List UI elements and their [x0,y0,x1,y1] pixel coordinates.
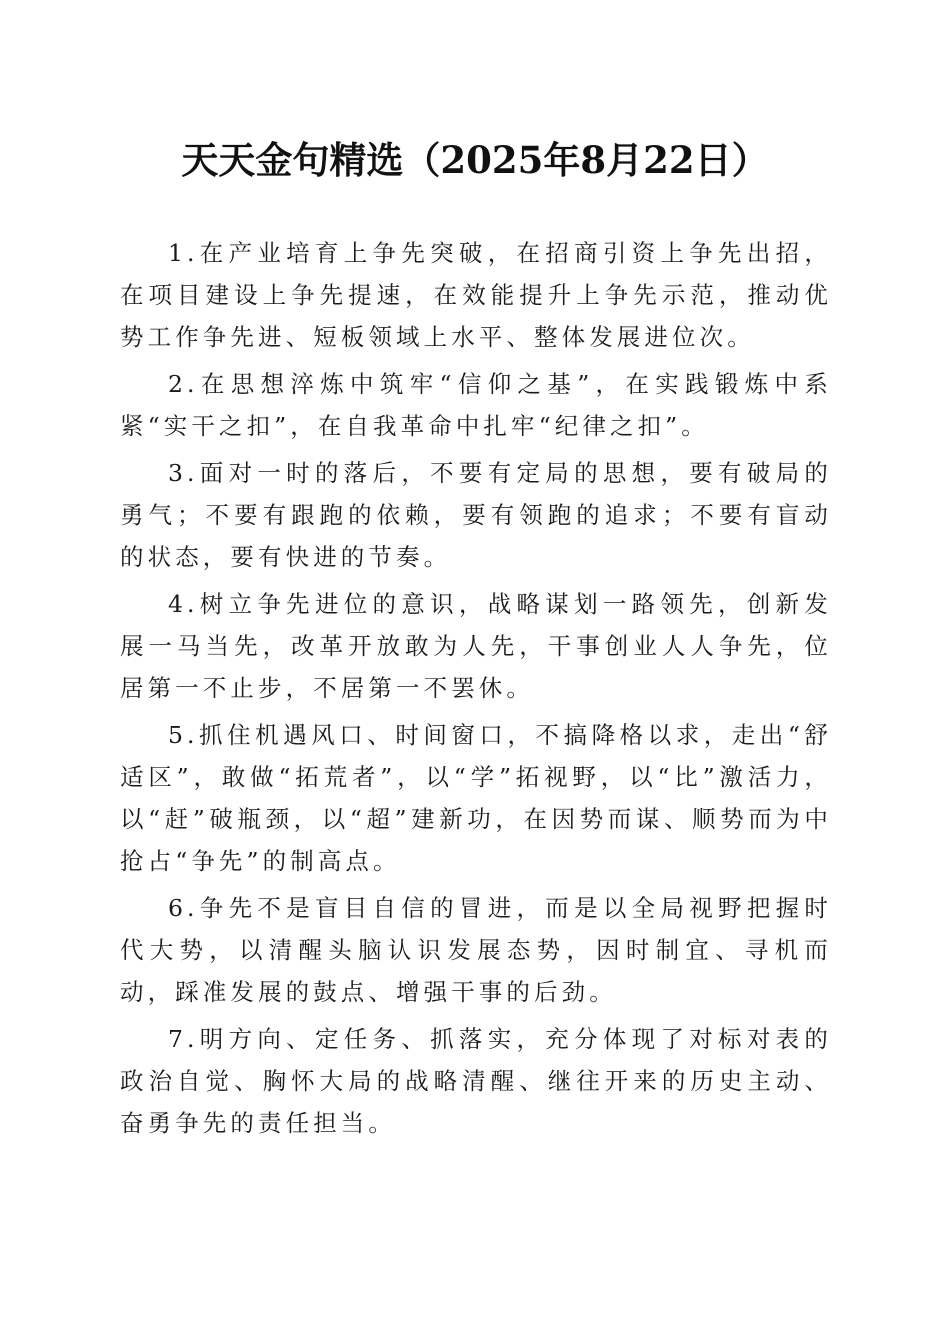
page-title: 天天金句精选（2025年8月22日） [181,138,769,182]
paragraph-6: 6.争先不是盲目自信的冒进，而是以全局视野把握时代大势，以清醒头脑认识发展态势，因时制宜、寻机而动，踩准发展的鼓点、增强干事的后劲。 [120,894,832,1006]
paragraph-1: 1.在产业培育上争先突破，在招商引资上争先出招，在项目建设上争先提速，在效能提升上争先示范，推动优势工作争先进、短板领域上水平、整体发展进位次。 [120,239,832,351]
paragraph-2: 2.在思想淬炼中筑牢“信仰之基”，在实践锻炼中系紧“实干之扣”，在自我革命中扎牢“纪律之扣”。 [120,370,832,440]
paragraph-7: 7.明方向、定任务、抓落实，充分体现了对标对表的政治自觉、胸怀大局的战略清醒、继往开来的历史主动、奋勇争先的责任担当。 [120,1025,832,1137]
document-body [120,232,832,1149]
paragraph-3: 3.面对一时的落后，不要有定局的思想，要有破局的勇气；不要有跟跑的依赖，要有领跑的追求；不要有盲动的状态，要有快进的节奏。 [120,459,832,571]
paragraph-5: 5.抓住机遇风口、时间窗口，不搞降格以求，走出“舒适区”，敢做“拓荒者”，以“学”拓视野，以“比”激活力，以“赶”破瓶颈，以“超”建新功，在因势而谋、顺势而为中抢占“争先”的制高点。 [120,721,832,875]
paragraph-4: 4.树立争先进位的意识，战略谋划一路领先，创新发展一马当先，改革开放敢为人先，干事创业人人争先，位居第一不止步，不居第一不罢休。 [120,590,832,702]
